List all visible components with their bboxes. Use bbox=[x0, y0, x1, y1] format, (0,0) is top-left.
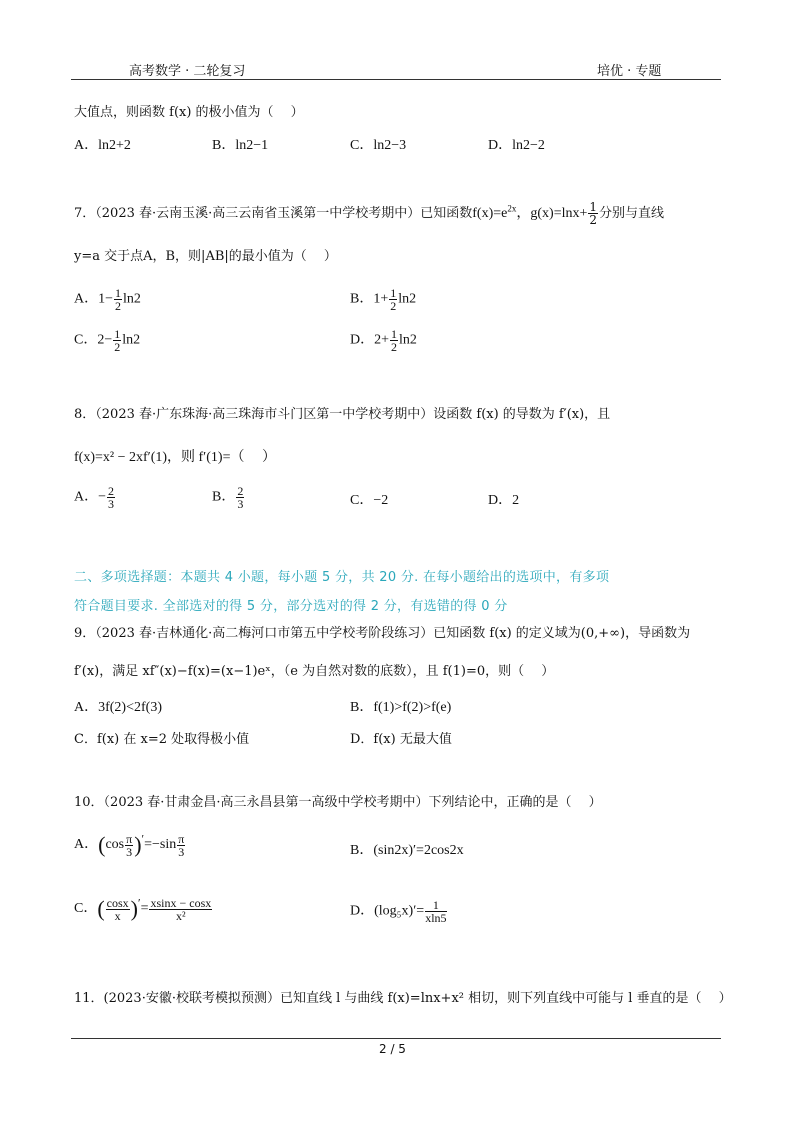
q10-option-c: C．( $\frac{\cos x}{x}$ )′= $\frac{xsinx - \cos x}{\text{x²}}$ bbox=[74, 895, 212, 923]
header-left: 高考数学 · 二轮复习 bbox=[129, 64, 246, 79]
header-rule bbox=[71, 79, 721, 80]
header-right: 培优 · 专题 bbox=[597, 64, 662, 79]
section-heading-line2: 符合题目要求. 全部选对的得 5 分，部分选对的得 2 分，有选错的得 0 分 bbox=[74, 599, 508, 614]
q6-option-d: D．ln2−2 bbox=[488, 138, 545, 153]
q10-option-d: D．(log₅x)′= $\frac{1}{xln5}$ bbox=[350, 898, 447, 925]
q9-option-d: D．f(x) 无最大值 bbox=[350, 732, 452, 747]
q9-line1: 9．（2023 春·吉林通化·高二梅河口市第五中学校考阶段练习）已知函数 f(x) 的定义域为(0,+∞)，导函数为 bbox=[74, 626, 691, 641]
q8-option-c: C．−2 bbox=[350, 493, 389, 508]
q10-option-a: A．(cos $\frac{\pi}{3}$ )′=−sin $\frac{\pi}{3}$ bbox=[74, 831, 185, 859]
q11-stem: 11．(2023·安徽·校联考模拟预测）已知直线 l 与曲线 f(x)=lnx+x² 相切，则下列直线中可能与 l 垂直的是（ ） bbox=[74, 991, 732, 1006]
q6-option-b: B．ln2−1 bbox=[212, 138, 269, 153]
q10-stem: 10．（2023 春·甘肃金昌·高三永昌县第一高级中学校考期中）下列结论中，正确的是（ ） bbox=[74, 795, 602, 810]
footer-rule bbox=[71, 1038, 721, 1039]
q7-line1: 7．（2023 春·云南玉溪·高三云南省玉溪第一中学校考期中）已知函数$f(x)=e^{2x}$，g(x)=lnx+ $\frac{1}{2}$ 分别与直线 bbox=[74, 200, 665, 227]
q8-option-b: B． $\frac{2}{3}$ bbox=[212, 484, 244, 511]
page-number: 2 / 5 bbox=[379, 1042, 406, 1056]
q9-option-c: C．f(x) 在 x=2 处取得极小值 bbox=[74, 732, 250, 747]
q7-option-b: B．1+ $\frac{1}{2}$ ln2 bbox=[350, 286, 417, 313]
q6-option-a: A．ln2+2 bbox=[74, 138, 131, 153]
q9-line2: f′(x)，满足 xf″(x)−f(x)=(x−1)eˣ，（e 为自然对数的底数），且 f(1)=0，则（ ） bbox=[74, 664, 555, 679]
q7-line2: y=a 交于点A，B，则|AB|的最小值为（ ） bbox=[74, 249, 337, 264]
q7-option-a: A．1− $\frac{1}{2}$ ln2 bbox=[74, 286, 141, 313]
q9-option-a: A．3f(2)<2f(3) bbox=[74, 700, 162, 715]
q8-line1: 8．（2023 春·广东珠海·高三珠海市斗门区第一中学校考期中）设函数 f(x) 的导数为 f′(x)，且 bbox=[74, 407, 611, 422]
q9-option-b: B．f(1)>f(2)>f(e) bbox=[350, 700, 452, 715]
q7-option-c: C．2− $\frac{1}{2}$ ln2 bbox=[74, 327, 141, 354]
q6-option-c: C．ln2−3 bbox=[350, 138, 407, 153]
q8-option-d: D．2 bbox=[488, 493, 520, 508]
q7-option-d: D．2+ $\frac{1}{2}$ ln2 bbox=[350, 327, 417, 354]
section-heading-line1: 二、多项选择题：本题共 4 小题，每小题 5 分，共 20 分. 在每小题给出的选项中，有多项 bbox=[74, 570, 610, 585]
q8-line2: f(x)=x² − 2xf′(1)，则 f′(1)=（ ） bbox=[74, 450, 276, 465]
q8-option-a: A．− $\frac{2}{3}$ bbox=[74, 484, 115, 511]
q6-stem: 大值点，则函数 f(x) 的极小值为（ ） bbox=[74, 105, 304, 120]
q10-option-b: B．(sin2x)′=2cos2x bbox=[350, 843, 464, 858]
